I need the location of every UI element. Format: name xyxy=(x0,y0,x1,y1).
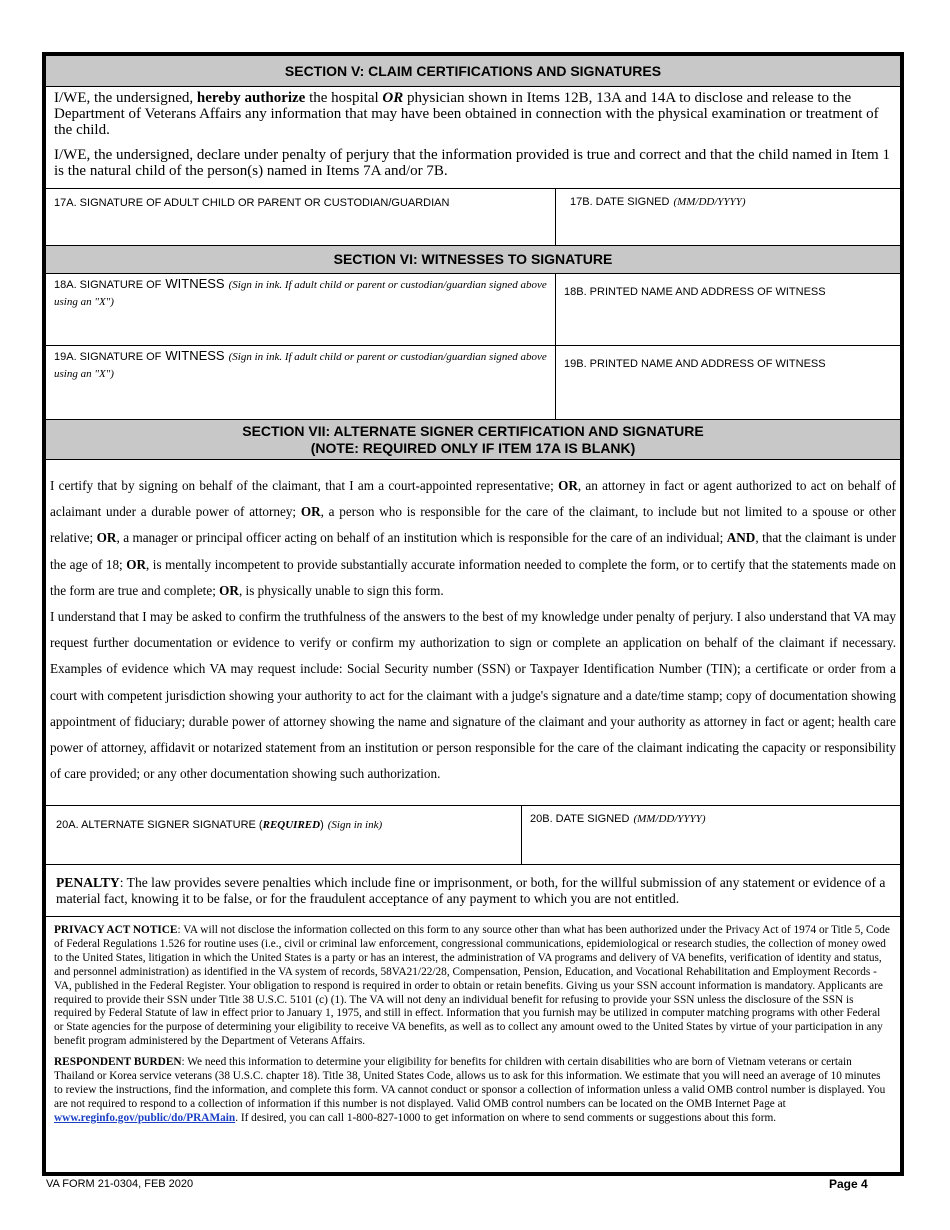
respondent-burden: RESPONDENT BURDEN: We need this information to determine your eligibility for benefits for children with certain disabilities who are born of Vietnam veterans or certain Thailand or Korea service veterans (38 U.S.C. chapter 18). Title 38, United States Code, allows us to ask for this information. We estimate that you will need an average of 10 minutes to review the instructions, find the information, and complete this form. VA cannot conduct or sponsor a collection of information unless a valid OMB control number is displayed. You are not required to respond to a collection of information if this number is not displayed. Valid OMB control numbers can be located on the OMB Internet Page at www.reginfo.gov/public/do/PRAMain. If desired, you can call 1-800-827-1000 to get information on where to send comments or suggestions about this form. xyxy=(54,1056,886,1124)
form-id: VA FORM 21-0304, FEB 2020 xyxy=(46,1178,194,1190)
privacy-burden-notices xyxy=(46,917,900,1126)
certification-paragraph: I certify that by signing on behalf of the claimant, that I am a court-appointed representative; OR, an attorney in fact or agent authorized to act on behalf of aclaimant under a durable power of attorney; OR, a person who is responsible for the care of the claimant, to include but not limited to a spouse or other relative; OR, a manager or principal officer acting on behalf of an institution which is responsible for the care of an individual; AND, that the claimant is under the age of 18; OR, is mentally incompetent to provide substantially accurate information needed to complete the form, or to certify that the statements made on the form are true and complete; OR, is physically unable to sign this form. xyxy=(50,478,897,598)
field-18a-witness-signature[interactable]: 18A. SIGNATURE OF WITNESS (Sign in ink. If adult child or parent or custodian/guardian signed above using an "X") xyxy=(46,274,556,345)
field-19a-witness-signature[interactable]: 19A. SIGNATURE OF WITNESS (Sign in ink. If adult child or parent or custodian/guardian signed above using an "X") xyxy=(46,346,556,419)
section-7-header: SECTION VII: ALTERNATE SIGNER CERTIFICATION AND SIGNATURE (NOTE: REQUIRED ONLY IF ITEM 17A IS BLANK) xyxy=(46,420,900,460)
section-7-certification xyxy=(46,460,900,806)
field-18b-witness-name-address[interactable]: 18B. PRINTED NAME AND ADDRESS OF WITNESS xyxy=(564,286,826,298)
understanding-paragraph: I understand that I may be asked to confirm the truthfulness of the answers to the best of my knowledge under penalty of perjury. I also understand that VA may request further documentation or evidence to verify or confirm my authorization to sign or complete an application on behalf of the claimant if necessary. Examples of evidence which VA may request include: Social Security number (SSN) or Taxpayer Identification Number (TIN); a certificate or order from a court with competent jurisdiction showing your authority to act for the claimant with a judge's signature and a date/time stamp; copy of documentation showing appointment of fiduciary; durable power of attorney showing the name and signature of the claimant and your authority as attorney in fact or agent; health care power of attorney, affidavit or notarized statement from an institution or person responsible for the care of the claimant indicating the capacity or responsibility of care provided; or any other documentation showing such authorization. xyxy=(50,609,896,782)
field-17b-date[interactable]: 17B. DATE SIGNED (MM/DD/YYYY) xyxy=(570,196,746,208)
row-18 xyxy=(46,274,900,346)
row-17 xyxy=(46,189,900,246)
penalty-notice: PENALTY: The law provides severe penalties which include fine or imprisonment, or both, for the willful submission of any statement or evidence of a material fact, knowing it to be false, or for the fraudulent acceptance of any payment to which you are not entitled. xyxy=(46,865,900,917)
field-19b-witness-name-address[interactable]: 19B. PRINTED NAME AND ADDRESS OF WITNESS xyxy=(564,358,826,370)
section-6-header: SECTION VI: WITNESSES TO SIGNATURE xyxy=(46,246,900,274)
section-5-header: SECTION V: CLAIM CERTIFICATIONS AND SIGNATURES xyxy=(46,56,900,87)
field-17a-signature[interactable]: 17A. SIGNATURE OF ADULT CHILD OR PARENT OR CUSTODIAN/GUARDIAN xyxy=(46,189,556,245)
privacy-act-notice: PRIVACY ACT NOTICE: VA will not disclose the information collected on this form to any source other than what has been authorized under the Privacy Act of 1974 or Title 5, Code of Federal Regulations 1.526 for routine uses (i.e., civil or criminal law enforcement, congressional communications, epidemiological or research studies, the collection of money owed to the United States, litigation in which the United States is a party or has an interest, the administration of VA programs and delivery of VA benefits, verification of identity and status, and personnel administration) as identified in the VA system of records, 58VA21/22/28, Compensation, Pension, Education, and Vocational Rehabilitation and Employment Records - VA, published in the Federal Register. Your obligation to respond is required in order to obtain or retain benefits. Giving us your SSN account information is mandatory. Applicants are required to provide their SSN under Title 38 U.S.C. 5101 (c) (1). The VA will not deny an individual benefit for refusing to provide your SSN unless the disclosure of the SSN is required by Federal Statute of law in effect prior to January 1, 1975, and still in effect. Information that you furnish may be utilized in computer matching programs with other Federal or State agencies for the purpose of determining your eligibility to receive VA benefits, as well as to collect any amount owed to the United States by virtue of your participation in any benefit program administered by the Department of Veterans Affairs. xyxy=(54,924,890,1048)
form-page xyxy=(42,52,904,1176)
page-number: Page 4 xyxy=(829,1177,868,1191)
row-20 xyxy=(46,806,900,865)
row-19 xyxy=(46,346,900,420)
field-20a-alternate-signature[interactable]: 20A. ALTERNATE SIGNER SIGNATURE (REQUIRED) (Sign in ink) xyxy=(46,806,522,864)
omb-link[interactable]: www.reginfo.gov/public/do/PRAMain xyxy=(54,1111,236,1124)
authorization-paragraph: I/WE, the undersigned, hereby authorize the hospital OR physician shown in Items 12B, 13A and 14A to disclose and release to the Department of Veterans Affairs any information that may have been obtained in connection with the physical examination or treatment of the child. xyxy=(54,90,879,138)
section-5-authorization xyxy=(46,87,900,189)
field-20b-date[interactable]: 20B. DATE SIGNED (MM/DD/YYYY) xyxy=(530,813,706,825)
perjury-paragraph: I/WE, the undersigned, declare under penalty of perjury that the information provided is true and correct and that the child named in Item 1 is the natural child of the person(s) named in Items 7A and/or 7B. xyxy=(54,147,890,179)
